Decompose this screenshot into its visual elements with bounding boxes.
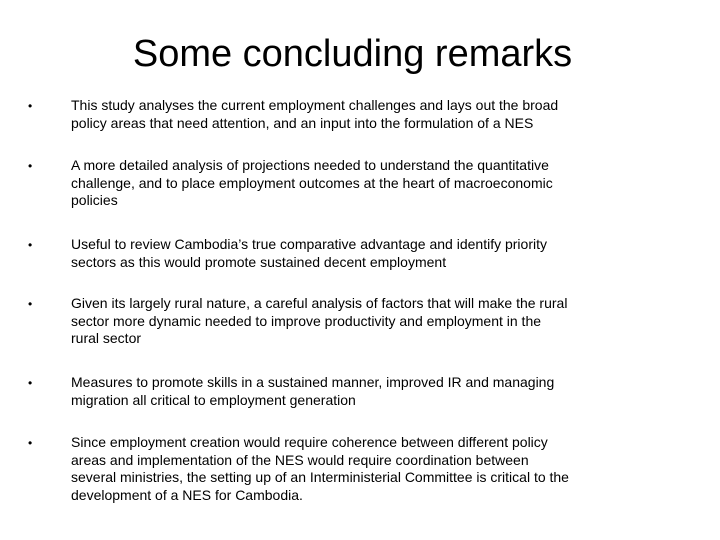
bullet-line: policies bbox=[71, 192, 118, 208]
bullet-text bbox=[71, 295, 671, 348]
bullet-marker: • bbox=[28, 99, 33, 113]
bullet-marker: • bbox=[28, 376, 33, 390]
bullet-line: Given its largely rural nature, a careful analysis of factors that will make the rural bbox=[71, 295, 568, 311]
bullet-text bbox=[71, 374, 671, 409]
bullet-text bbox=[71, 97, 671, 132]
bullet-text bbox=[71, 157, 671, 210]
bullet-line: policy areas that need attention, and an input into the formulation of a NES bbox=[71, 114, 534, 131]
bullet-marker: • bbox=[28, 297, 33, 311]
bullet-line: Useful to review Cambodia’s true comparative advantage and identify priority bbox=[71, 236, 547, 252]
bullet-line: development of a NES for Cambodia. bbox=[71, 486, 303, 503]
bullet-line: several ministries, the setting up of an Interministerial Committee is critical to the bbox=[71, 469, 569, 485]
bullet-line: challenge, and to place employment outcomes at the heart of macroeconomic bbox=[71, 174, 553, 191]
bullet-line: Measures to promote skills in a sustained manner, improved IR and managing bbox=[71, 374, 555, 390]
bullet-line: migration all critical to employment generation bbox=[71, 391, 356, 408]
slide-title: Some concluding remarks bbox=[132, 33, 573, 75]
bullet-line: sectors as this would promote sustained decent employment bbox=[71, 253, 447, 270]
bullet-marker: • bbox=[28, 238, 33, 252]
bullet-line: A more detailed analysis of projections needed to understand the quantitative bbox=[71, 157, 549, 173]
bullet-line: sector more dynamic needed to improve productivity and employment in the bbox=[71, 312, 542, 329]
bullet-line: This study analyses the current employment challenges and lays out the broad bbox=[71, 97, 559, 113]
bullet-marker: • bbox=[28, 436, 33, 450]
bullet-text bbox=[71, 236, 671, 271]
bullet-text bbox=[71, 434, 671, 504]
bullet-line: Since employment creation would require coherence between different policy bbox=[71, 434, 548, 450]
bullet-line: rural sector bbox=[71, 330, 142, 346]
bullet-marker: • bbox=[28, 159, 33, 173]
bullet-line: areas and implementation of the NES would require coordination between bbox=[71, 451, 529, 468]
